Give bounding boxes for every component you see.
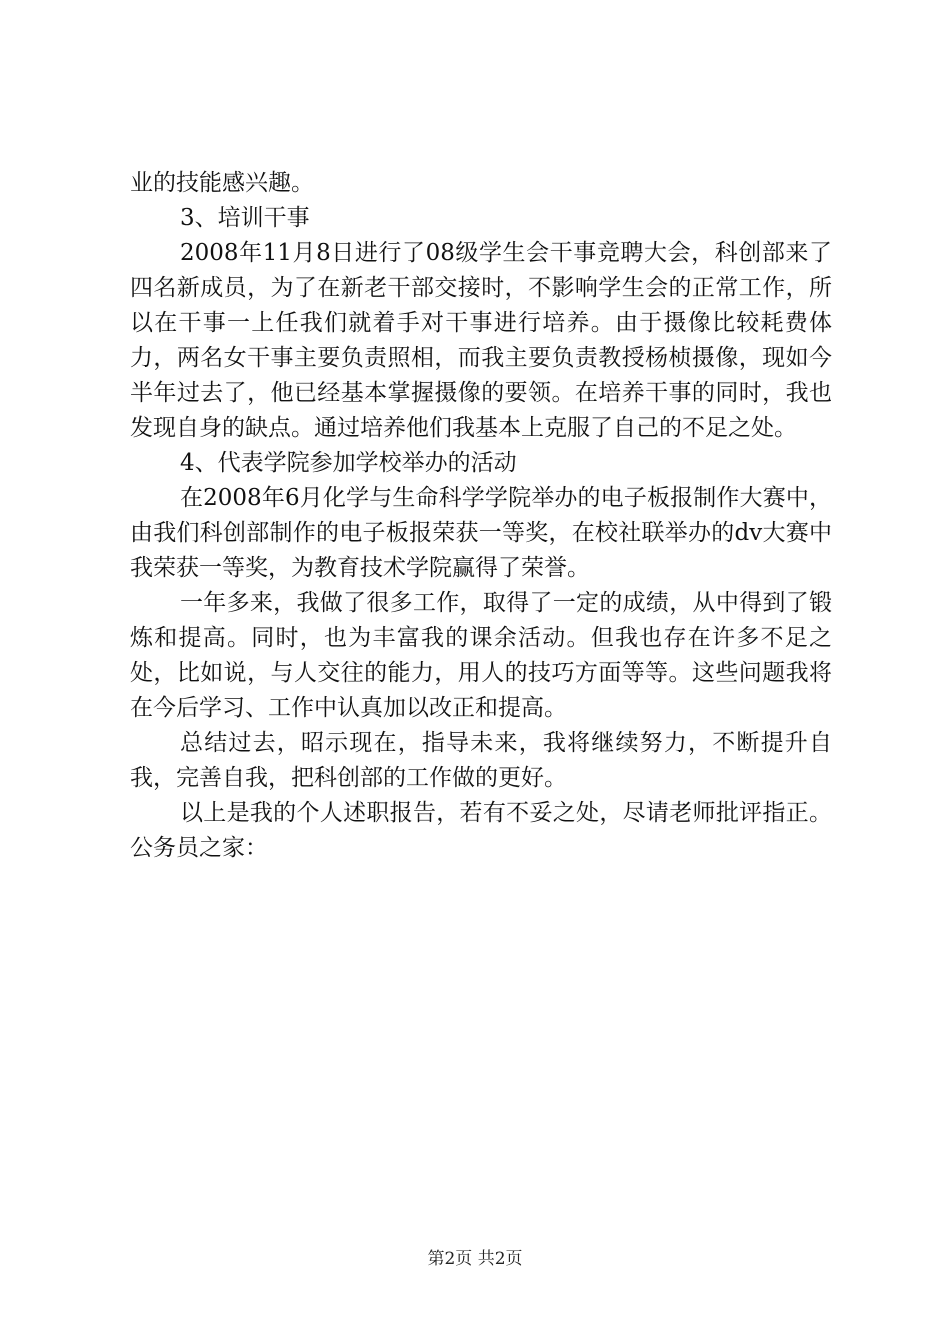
paragraph: 在2008年6月化学与生命科学学院举办的电子板报制作大赛中，由我们科创部制作的电子板报荣获一等奖，在校社联举办的dv大赛中我荣获一等奖，为教育技术学院赢得了荣誉。	[130, 485, 832, 581]
paragraph: 一年多来，我做了很多工作，取得了一定的成绩，从中得到了锻炼和提高。同时，也为丰富我的课余活动。但我也存在许多不足之处，比如说，与人交往的能力，用人的技巧方面等等。这些问题我将在今后学习、工作中认真加以改正和提高。	[130, 590, 832, 721]
section-heading: 3、培训干事	[180, 205, 310, 231]
section-heading: 4、代表学院参加学校举办的活动	[180, 450, 517, 476]
paragraph: 业的技能感兴趣。	[130, 170, 314, 196]
page-number-footer: 第2页 共2页	[427, 1249, 523, 1269]
document-body	[130, 166, 832, 866]
paragraph: 总结过去，昭示现在，指导未来，我将继续努力，不断提升自我，完善自我，把科创部的工作做的更好。	[130, 730, 832, 791]
paragraph: 以上是我的个人述职报告，若有不妥之处，尽请老师批评指正。公务员之家：	[130, 800, 832, 861]
paragraph: 2008年11月8日进行了08级学生会干事竞聘大会，科创部来了四名新成员，为了在新老干部交接时，不影响学生会的正常工作，所以在干事一上任我们就着手对干事进行培养。由于摄像比较耗费体力，两名女干事主要负责照相，而我主要负责教授杨桢摄像，现如今半年过去了，他已经基本掌握摄像的要领。在培养干事的同时，我也发现自身的缺点。通过培养他们我基本上克服了自己的不足之处。	[130, 240, 832, 441]
